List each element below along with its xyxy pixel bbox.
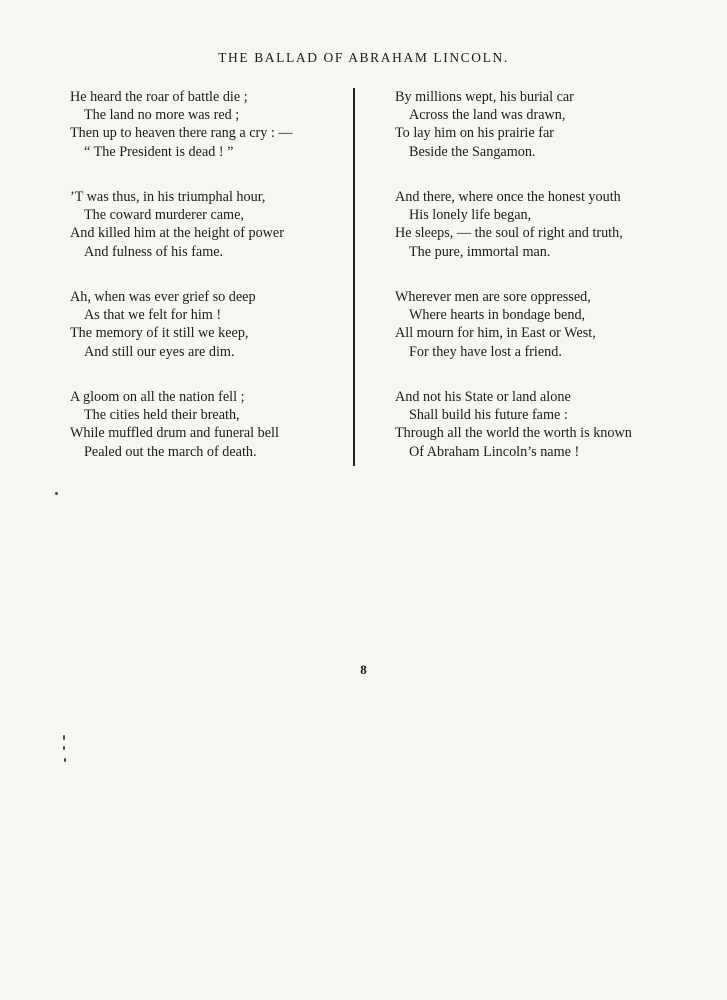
verse-line: And there, where once the honest youth — [395, 189, 621, 205]
verse-line: ’T was thus, in his triumphal hour, — [70, 189, 266, 205]
verse-line: Then up to heaven there rang a cry : — — [70, 125, 293, 142]
verse-line: Beside the Sangamon. — [409, 143, 536, 160]
verse-line: He heard the roar of battle die ; — [70, 89, 248, 105]
paper-speck — [55, 492, 58, 495]
verse-line: His lonely life began, — [409, 207, 532, 224]
paper-speck — [64, 758, 66, 762]
paper-speck — [63, 735, 65, 740]
verse-line: Wherever men are sore oppressed, — [395, 289, 591, 305]
verse-line: The pure, immortal man. — [409, 243, 551, 260]
stanza — [70, 188, 345, 288]
verse-line: For they have lost a friend. — [409, 343, 562, 360]
verse-line: To lay him on his prairie far — [395, 125, 554, 142]
poem-column-left — [70, 88, 345, 488]
verse-line: Through all the world the worth is known — [395, 425, 632, 442]
verse-line: Where hearts in bondage bend, — [409, 307, 586, 324]
stanza — [395, 288, 695, 388]
verse-line: As that we felt for him ! — [84, 307, 222, 324]
verse-line: The memory of it still we keep, — [70, 325, 249, 342]
column-divider — [353, 88, 355, 466]
stanza — [70, 288, 345, 388]
page-title: THE BALLAD OF ABRAHAM LINCOLN. — [218, 50, 509, 65]
verse-line: A gloom on all the nation fell ; — [70, 389, 245, 405]
stanza — [70, 88, 345, 188]
verse-line: Shall build his future fame : — [409, 407, 568, 424]
stanza — [395, 188, 695, 288]
verse-line: The land no more was red ; — [84, 107, 240, 124]
verse-line: “ The President is dead ! ” — [84, 143, 234, 160]
verse-line: The coward murderer came, — [84, 207, 244, 224]
verse-line: By millions wept, his burial car — [395, 89, 574, 105]
page-number: 8 — [360, 662, 367, 677]
verse-line: While muffled drum and funeral bell — [70, 425, 279, 442]
verse-line: And still our eyes are dim. — [84, 343, 235, 360]
verse-line: The cities held their breath, — [84, 407, 240, 424]
stanza — [70, 388, 345, 488]
paper-speck — [63, 746, 65, 750]
poem-column-right — [395, 88, 695, 488]
verse-line: And killed him at the height of power — [70, 225, 284, 242]
verse-line: And not his State or land alone — [395, 389, 571, 405]
verse-line: And fulness of his fame. — [84, 243, 224, 260]
verse-line: All mourn for him, in East or West, — [395, 325, 596, 342]
verse-line: Pealed out the march of death. — [84, 443, 257, 460]
verse-line: Ah, when was ever grief so deep — [70, 289, 256, 305]
verse-line: He sleeps, — the soul of right and truth, — [395, 225, 623, 242]
verse-line: Across the land was drawn, — [409, 107, 566, 124]
stanza — [395, 88, 695, 188]
verse-line: Of Abraham Lincoln’s name ! — [409, 443, 580, 460]
stanza — [395, 388, 695, 488]
